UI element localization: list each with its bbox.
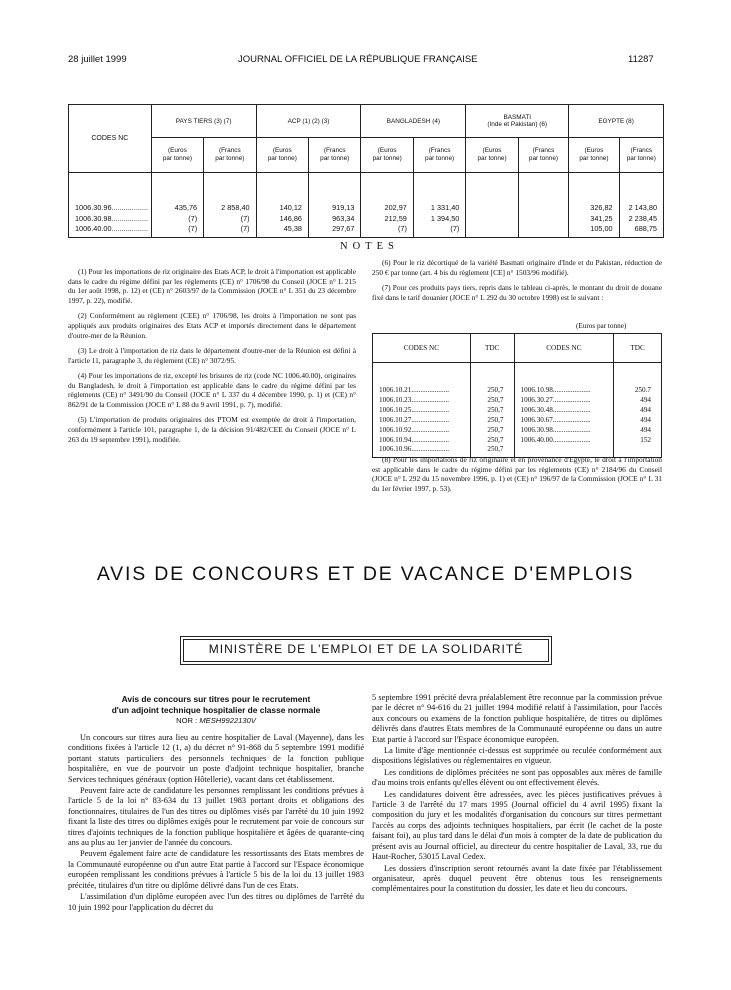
nor-label: NOR : — [176, 716, 198, 725]
note-6: (6) Pour le riz décortiqué de la variété Basmati originaire d'Inde et du Pakistan, réduction de 250 € par tonne (art. 4 bis du règlement [CE] n° 1503/96 modifié). — [372, 258, 662, 277]
subheader-francs: (Francs par tonne) — [518, 138, 568, 173]
note-4: (4) Pour les importations de riz, excepté les brisures de riz (code NC 1006.40.00), originaires du Bangladesh, le droit à l'importation est applicable dans le cadre du régime défini par les règlements (CE) n° 3491/90 du Conseil (JOCE n° L 337 du 4 décembre 1990, p. 1) et (CE) n° 862/91 de la Commission (JOCE n° L 88 du 9 avril 1991, p. 7), modifié. — [68, 370, 356, 409]
ministry-title: MINISTÈRE DE L'EMPLOI ET DE LA SOLIDARITÉ — [208, 642, 524, 656]
subheader-euros: (Euros par tonne) — [256, 138, 308, 173]
avis-paragraph: 5 septembre 1991 précité devra préalablement être reconnue par la commission prévue par le décret n° 94-616 du 21 juillet 1994 modifié relatif à l'assimilation, pour l'accès aux concours ou examens de la fonction publique hospitalière, de titres ou diplômes délivrés dans d'autres Etats membres de la Communauté européenne ou dans un autre Etat partie à l'accord sur l'Espace économique européen. — [372, 693, 662, 744]
acp-francs-cell: 919,13 963,34 297,67 — [309, 173, 361, 238]
avis-title-line-2: d'un adjoint technique hospitalier de classe normale — [111, 704, 321, 715]
note-7: (7) Pour ces produits pays tiers, repris dans le tableau ci-après, le montant du droit de douane fixé dans le tarif douanier (JOCE n° L 292 du 30 octobre 1998) est le suivant : — [372, 282, 662, 302]
tdc-right-values: 250.7 494 494 494 494 152 — [614, 363, 662, 458]
tdc-right-codes: 1006.10.98..................... 1006.30.27..................... 1006.30.48..................... 1006.30.67..................... 1006.30.98..................... 1006.40.00..................... — [514, 363, 614, 458]
section-title: AVIS DE CONCOURS ET DE VACANCE D'EMPLOIS — [96, 563, 635, 585]
avis-paragraph: Les candidatures doivent être adressées, avec les pièces justificatives prévues à l'article 3 de l'arrêté du 17 mars 1995 (Journal officiel du 4 avril 1995) fixant la composition du jury et les modalités d'organisation du concours sur titres permettant l'accès au corps des adjoints techniques hospitaliers, par écrit (le cachet de la poste faisant foi), au plus tard dans le délai d'un mois à compter de la date de publication du présent avis au Journal officiel, au directeur du centre hospitalier de Laval, 33, rue du Haut-Rocher, 53015 Laval Cedex. — [372, 789, 662, 862]
subheader-euros: (Euros par tonne) — [151, 138, 203, 173]
pays-tiers-francs-cell: 2 858,40 (7) (7) — [204, 173, 256, 238]
header-date: 28 juillet 1999 — [68, 54, 127, 65]
egypte-euros-cell: 326,82 341,25 105,00 — [569, 173, 619, 238]
tdc-table — [372, 333, 662, 458]
avis-left-column — [68, 733, 364, 914]
tdc-header: TDC — [614, 334, 662, 363]
avis-paragraph: Peuvent également faire acte de candidature les ressortissants des Etats membres de la Communauté européenne ou d'un autre Etat partie à l'accord sur l'Espace économique européen remplissant les conditions prévues à l'article 5 bis de la loi du 13 juillet 1983 précitée, titulaires d'un titre ou diplôme délivré dans l'un de ces Etats. — [68, 849, 364, 890]
nor-reference — [68, 716, 364, 725]
bangladesh-euros-cell: 202,97 212,59 (7) — [361, 173, 413, 238]
codes-cell: 1006.30.96.................. 1006.30.98.................. 1006.40.00.................. — [75, 203, 149, 234]
notes-right-column-top — [372, 258, 662, 308]
avis-paragraph: Peuvent faire acte de candidature les personnes remplissant les conditions prévues à l'article 5 de la loi n° 83-634 du 13 juillet 1983 portant droits et obligations des fonctionnaires, titulaires de l'un des titres ou diplômes visés par l'arrêté du 10 juin 1992 fixant la liste des titres ou diplômes exigés pour le recrutement par voie de concours sur titres d'ajoints techniques de la fonction publique hospitalière et âgées de quarante-cinq ans au plus au 1er janvier de l'année du concours. — [68, 786, 364, 848]
basmati-origin: (Inde et Pakistan) (6) — [487, 121, 548, 128]
header-page-number: 11287 — [628, 54, 654, 65]
avis-paragraph: L'assimilation d'un diplôme européen avec l'un des titres ou diplômes de l'arrêté du 10 juin 1992 pour l'application du décret du — [68, 892, 364, 912]
acp-euros-cell: 140,12 146,86 45,38 — [256, 173, 308, 238]
group-basmati — [466, 105, 569, 138]
note-8: (8) Pour les importations de riz originaire et en provenance d'Egypte, le droit à l'importation est applicable dans le cadre du régime défini par les règlements (CE) n° 2184/96 du Conseil (JOCE n° L 292 du 15 novembre 1996, p. 1) et (CE) n° 196/97 de la Commission (JOCE n° L 31 du 1er février 1997, p. 53). — [372, 455, 662, 494]
tdc-codes-header: CODES NC — [514, 334, 614, 363]
header-journal-title: JOURNAL OFFICIEL DE LA RÉPUBLIQUE FRANÇAISE — [238, 54, 478, 65]
subheader-euros: (Euros par tonne) — [466, 138, 518, 173]
bangladesh-francs-cell: 1 331,40 1 394,50 (7) — [413, 173, 465, 238]
tdc-unit-label: (Euros par tonne) — [576, 322, 627, 330]
avis-title — [68, 694, 364, 715]
avis-right-column — [372, 693, 662, 896]
pays-tiers-euros-cell: 435,76 (7) (7) — [151, 173, 203, 238]
subheader-euros: (Euros par tonne) — [361, 138, 413, 173]
subheader-francs: (Francs par tonne) — [619, 138, 663, 173]
rates-table — [68, 104, 664, 238]
tdc-codes-header: CODES NC — [373, 334, 471, 363]
avis-title-line-1: Avis de concours sur titres pour le recrutement — [121, 694, 311, 704]
notes-title: NOTES — [340, 241, 399, 252]
codes-nc-header: CODES NC — [69, 105, 152, 173]
tdc-left-codes: 1006.10.21..................... 1006.10.23..................... 1006.10.25..................... 1006.10.27..................... 1006.10.92..................... 1006.10.94..................... 1006.10.96..................... — [379, 386, 450, 454]
avis-paragraph: Les conditions de diplômes précitées ne sont pas opposables aux mères de famille d'au moins trois enfants qu'elles élèvent ou ont effectivement élevés. — [372, 767, 662, 788]
tdc-header: TDC — [470, 334, 514, 363]
subheader-francs: (Francs par tonne) — [413, 138, 465, 173]
notes-left-column — [68, 267, 356, 450]
group-egypte: EGYPTE (8) — [569, 105, 664, 138]
subheader-francs: (Francs par tonne) — [309, 138, 361, 173]
group-acp: ACP (1) (2) (3) — [256, 105, 361, 138]
egypte-francs-cell: 2 143,80 2 238,45 688,75 — [619, 173, 663, 238]
nor-value: MESH9922130V — [199, 716, 256, 725]
note-3: (3) Le droit à l'importation de riz dans le département d'outre-mer de la Réunion est défini à l'article 11, paragraphe 3, du règlement (CE) n° 3072/95. — [68, 345, 356, 365]
basmati-euros-cell — [466, 173, 518, 238]
avis-paragraph: La limite d'âge mentionnée ci-dessus est supprimée ou reculée conformément aux dispositions législatives ou réglementaires en vigueur. — [372, 746, 662, 766]
note-2: (2) Conformément au règlement (CEE) n° 1706/98, les droits à l'importation ne sont pas appliqués aux produits originaires des Etats ACP et importés directement dans le département d'outre-mer de la Réunion. — [68, 311, 356, 340]
group-pays-tiers: PAYS TIERS (3) (7) — [151, 105, 256, 138]
group-bangladesh: BANGLADESH (4) — [361, 105, 466, 138]
notes-right-column-bottom — [372, 455, 662, 499]
subheader-francs: (Francs par tonne) — [204, 138, 256, 173]
tdc-left-values: 250,7 250,7 250,7 250,7 250,7 250,7 250,7 — [470, 363, 514, 458]
note-1: (1) Pour les importations de riz originaire des Etats ACP, le droit à l'importation est applicable dans le cadre du régime défini par les règlements (CE) n° 1706/98 du Conseil (JOCE n° L 215 du 1er août 1998, p. 12) et (CE) n° 2603/97 de la Commission (JOCE n° L 351 du 23 décembre 1997, p. 22), modifié. — [68, 267, 357, 306]
basmati-label: BASMATI — [503, 114, 532, 121]
note-5: (5) L'importation de produits originaires des PTOM est exemptée de droit à l'importation, conformément à l'article 101, paragraphe 1, de la décision 91/482/CEE du Conseil (JOCE n° L 263 du 19 septembre 1991), modifiée. — [68, 415, 356, 444]
avis-paragraph: Un concours sur titres aura lieu au centre hospitalier de Laval (Mayenne), dans les conditions fixées à l'article 12 (1, a) du décret n° 91-868 du 5 septembre 1991 modifié portant statuts particuliers des personnels techniques de la fonction publique hospitalière, en vue de pourvoir un poste d'adjoint technique hospitalier, branche Services techniques généraux (option Hôtellerie), vacant dans cet établissement. — [68, 733, 364, 784]
basmati-francs-cell — [518, 173, 568, 238]
subheader-euros: (Euros par tonne) — [569, 138, 619, 173]
avis-paragraph: Les dossiers d'inscription seront retournés avant la date fixée par l'établissement organisateur, après duquel peuvent être obtenus tous les renseignements complémentaires pour la constitution du dossier, les date et lieu du concours. — [372, 863, 662, 894]
